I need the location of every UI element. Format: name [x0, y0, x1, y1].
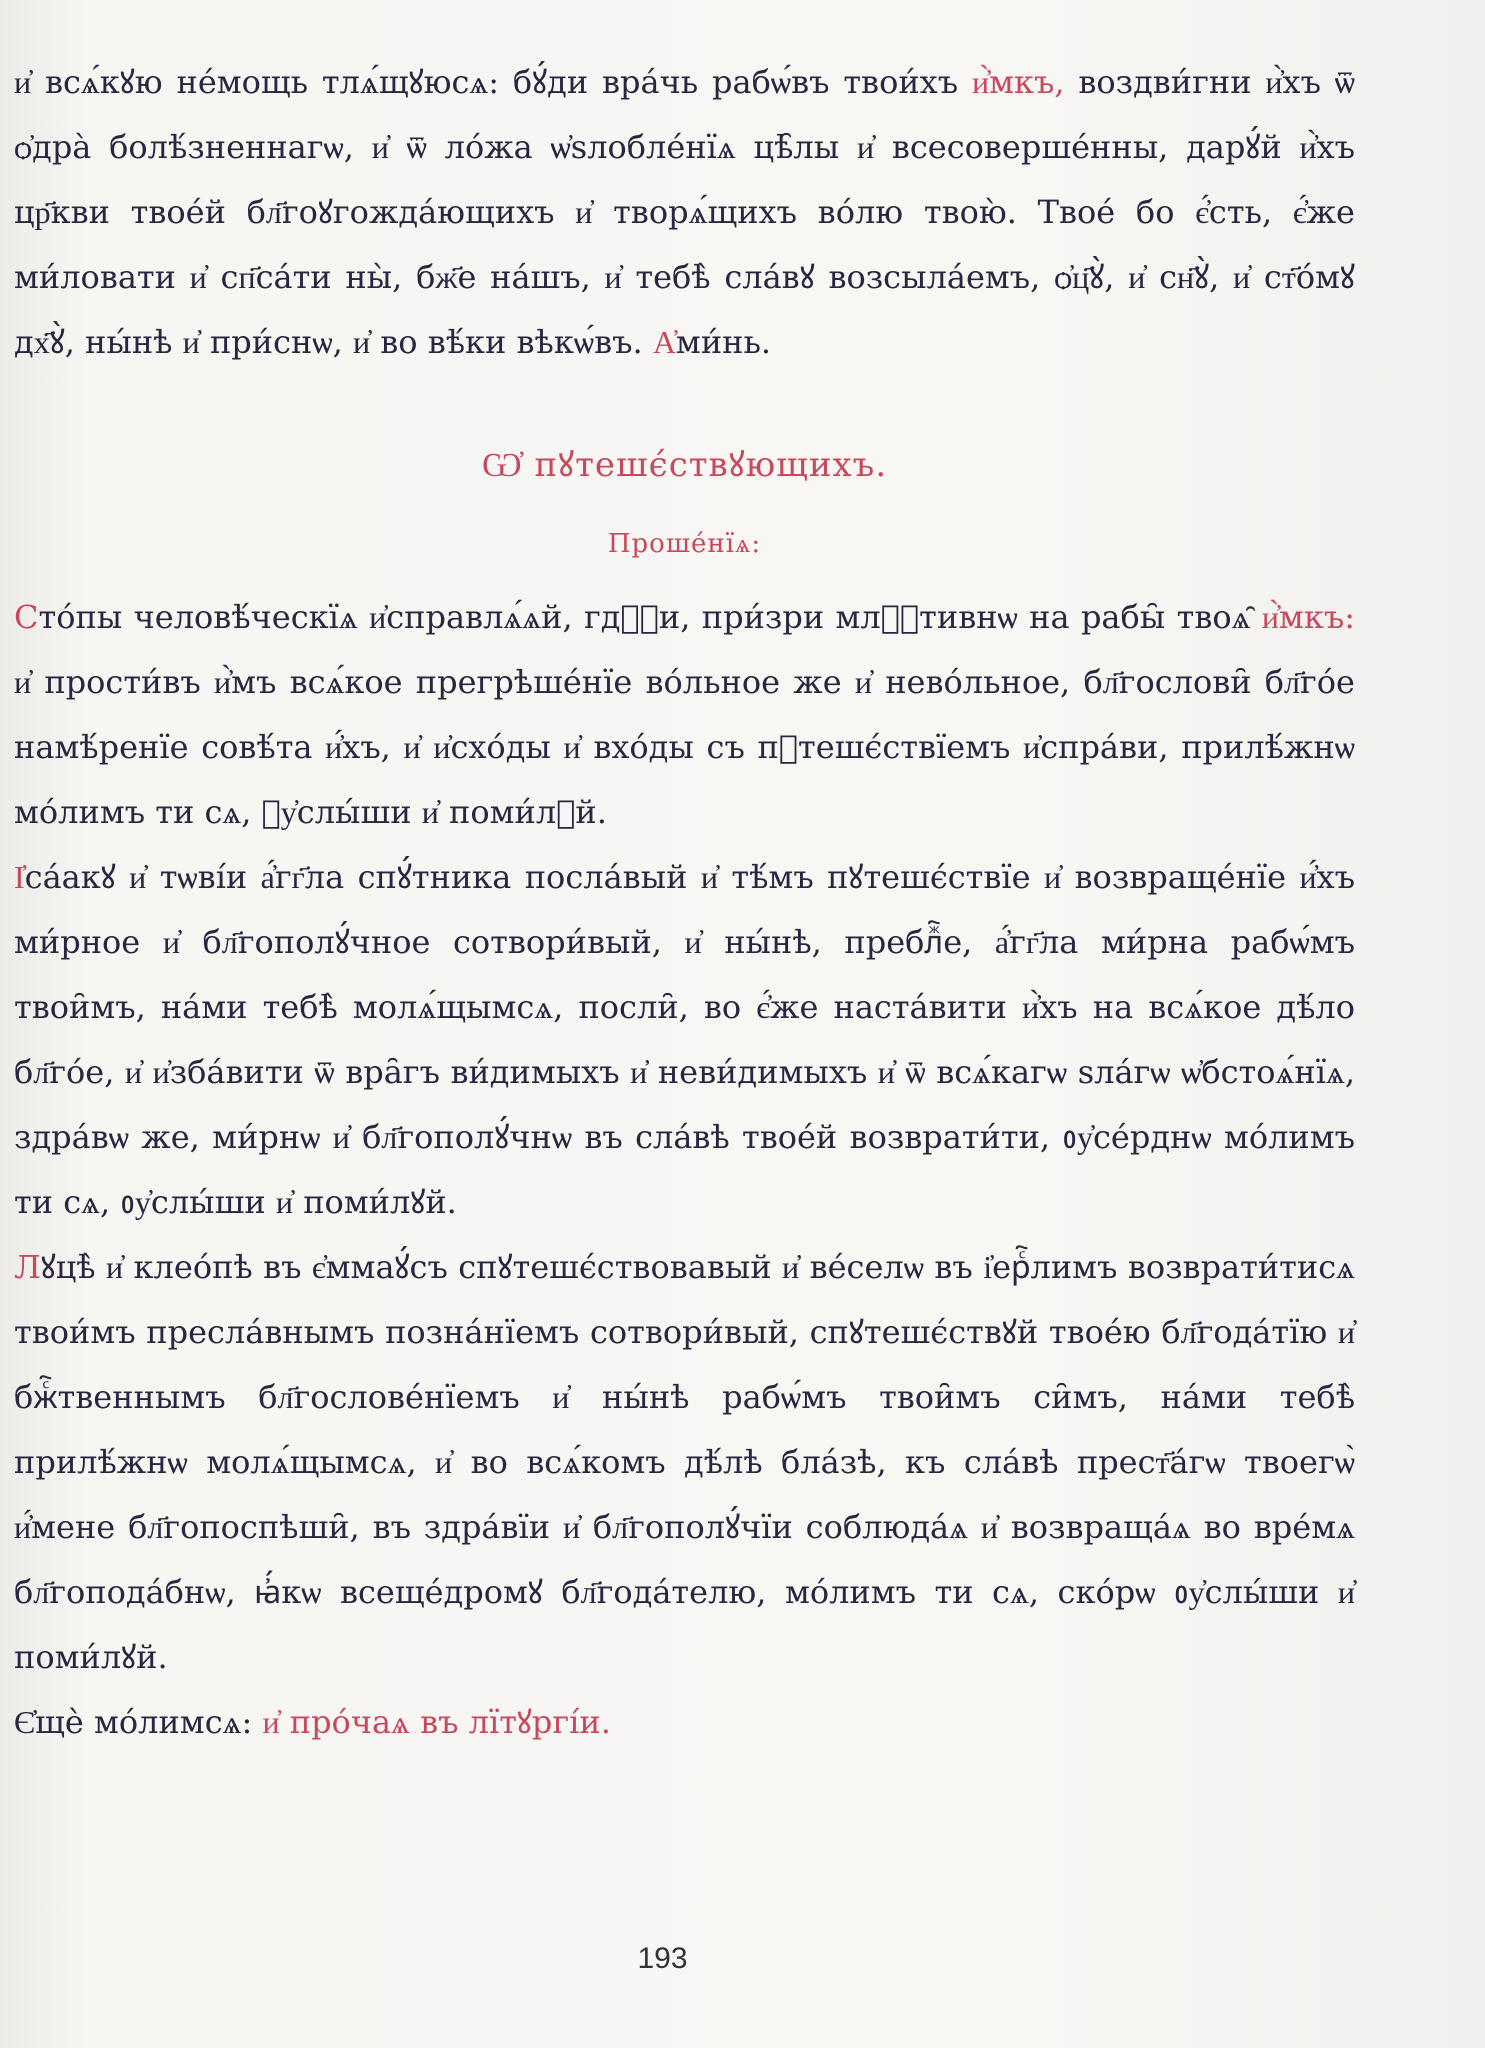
name-placeholder-rubric: и҆̀мкъ, — [971, 63, 1065, 101]
top-paragraph-text-b: воздви́гни и҆̀хъ ѿ ѻ҆дра̀ болѣ́зненнагѡ, и҆ ѿ ло́жа ѡ҆ѕлобле́нїѧ цѣ̑лы и҆ всесоверше́нны, дарꙋ́й и҆̀хъ цр҃кви твое́й бл҃гоꙋгожда́ющихъ и҆ творѧ́щихъ во́лю твою̀. Твое́ бо є҆́сть, є҆́же ми́ловати и҆ сп҃са́ти ны̀, бж҃е на́шъ, и҆ тебѣ̀ сла́вꙋ возсыла́емъ, ѻ҆ц҃ꙋ̀, и҆ сн҃ꙋ̀, и҆ ст҃о́мꙋ дх҃ꙋ̀, ны́нѣ и҆ при́снѡ, и҆ во вѣ́ки вѣкѡ́въ. — [14, 63, 1356, 361]
section-subheading: Проше́нїѧ: — [607, 529, 762, 559]
petition-2-text: са́акꙋ и҆ тѡві́и а҆́гг҃ла спꙋ́тника посла́вый и҆ тѣ́мъ пꙋтешє́ствїе и҆ возвраще́нїе и҆́хъ ми́рное и҆ бл҃гополꙋ́чное сотвори́вый, и҆ ны́нѣ, преблⷤ҇е, а҆́гг҃ла ми́рна рабѡ́мъ твои̑мъ, на́ми тебѣ̀ молѧ́щымсѧ, посли̑, во є҆́же наста́вити и҆̀хъ на всѧ́кое дѣ́ло бл҃го́е, и҆ и҆зба́вити ѿ вра̑гъ ви́димыхъ и҆ неви́димыхъ и҆ ѿ всѧ́кагѡ ѕла́гѡ ѡ҆бстоѧ́нїѧ, здра́вѡ же, ми́рнѡ и҆ бл҃гополꙋ́чнѡ въ сла́вѣ твое́й возврати́ти, ᲂу҆се́рднѡ мо́лимъ ти сѧ, ᲂу҆слы́ши и҆ поми́лꙋй. — [14, 858, 1355, 1221]
petition-3-text: ꙋцѣ̀ и҆ клео́пѣ въ є҆ммаꙋ́съ спꙋтешє́ствовавый и҆ ве́селѡ въ і҆ерⷭ҇лимъ возврати́тисѧ твои́мъ пресла́внымъ позна́нїемъ сотвори́вый, спꙋтешє́ствꙋй твое́ю бл҃года́тїю и҆ бжⷭ҇твеннымъ бл҃гослове́нїемъ и҆ ны́нѣ рабѡ́мъ твои̑мъ си̑мъ, на́ми тебѣ̀ прилѣ́жнѡ молѧ́щымсѧ, и҆ во всѧ́комъ дѣ́лѣ бла́зѣ, къ сла́вѣ прест҃а́гѡ твоегѡ̀ и҆́мене бл҃гопоспѣши̑, въ здра́вїи и҆ бл҃гополꙋ́чїи соблюда́ѧ и҆ возвраща́ѧ во вре́мѧ бл҃гопода́бнѡ, ꙗ҆́кѡ всеще́дромꙋ бл҃года́телю, мо́лимъ ти сѧ, ско́рѡ ᲂу҆слы́ши и҆ поми́лꙋй. — [14, 1248, 1355, 1676]
petition-3-initial: Л — [14, 1248, 41, 1286]
petition-1-text-b: и҆ прости́въ и҆̀мъ всѧ́кое прегрѣше́нїе во́льное же и҆ нево́льное, бл҃гослови̑ бл҃го́е намѣ́ренїе совѣ́та и҆́хъ, и҆ и҆схо́ды и҆ вхо́ды съ пꙋтешє́ствїемъ и҆спра́ви, прилѣ́жнѡ мо́лимъ ти сѧ, ᲂу҆слы́ши и҆ поми́лꙋй. — [14, 663, 1355, 831]
petition-1 — [14, 585, 1355, 845]
closing-initial: Є҆ — [14, 1703, 36, 1741]
page-number: 193 — [637, 1942, 688, 1975]
petition-2-initial: І҆ — [14, 858, 25, 896]
top-paragraph-text-a: и҆ всѧ́кꙋю не́мощь тлѧ́щꙋюсѧ: бꙋ́ди вра́чь рабѡ́въ твои́хъ — [14, 63, 959, 101]
top-paragraph — [14, 50, 1355, 375]
amen-rest: ми́нь. — [675, 323, 772, 361]
closing-line — [14, 1690, 1355, 1755]
petition-3 — [14, 1235, 1355, 1690]
petitions — [14, 585, 1355, 1755]
page-text — [14, 50, 1355, 1755]
closing-rubric: и҆ про́чаѧ въ лїтꙋргі́и. — [262, 1703, 611, 1741]
petition-2 — [14, 845, 1355, 1235]
petition-1-initial: С — [14, 598, 39, 636]
section-heading: Ѡ҆ пꙋтешє́ствꙋющихъ. — [481, 445, 888, 485]
amen-initial: А҆ — [652, 323, 676, 361]
petition-1-text-a: то́пы человѣ́ческїѧ и҆справлѧ́ѧй, гдⷭ҇и, при́зри млⷭ҇тивнѡ на рабы̑ твоѧ̑ — [38, 598, 1251, 636]
closing-text: щѐ мо́лимсѧ: — [35, 1703, 253, 1741]
petition-1-name-rubric: и҆̀мкъ: — [1261, 598, 1356, 636]
